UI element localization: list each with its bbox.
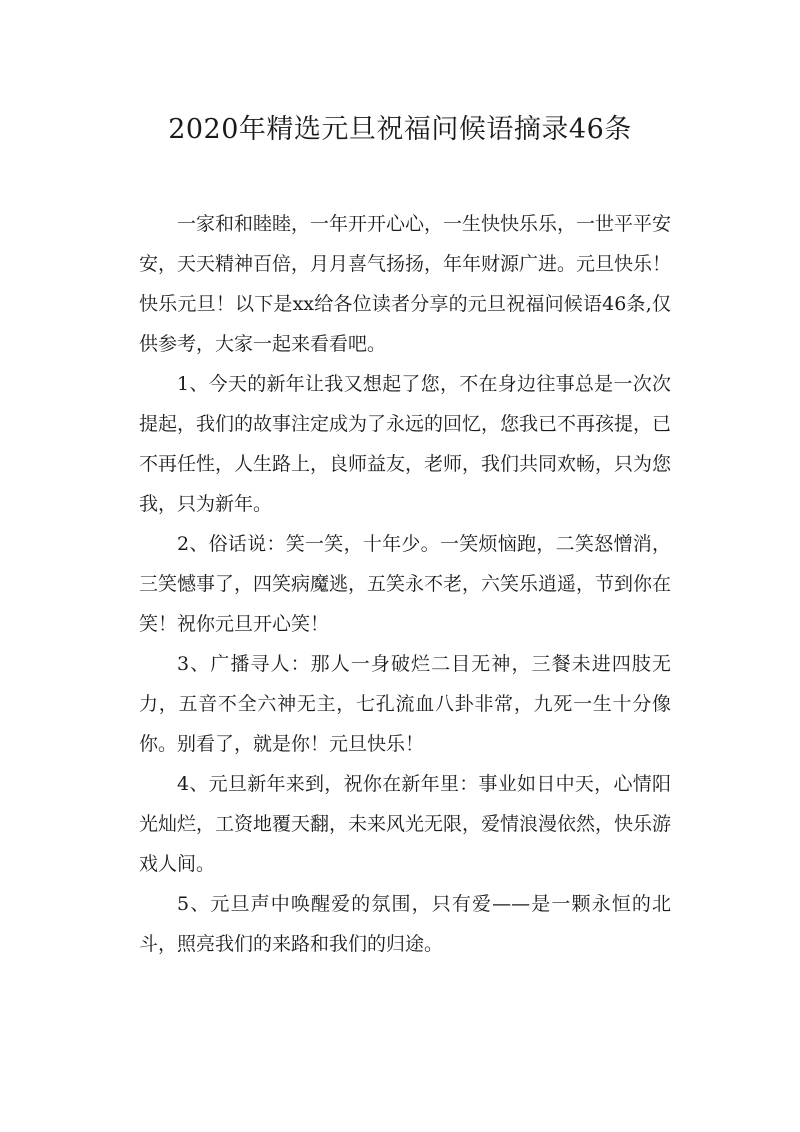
document-title: 2020年精选元旦祝福问候语摘录46条 [168, 114, 632, 145]
paragraph-1: 1、今天的新年让我又想起了您，不在身边往事总是一次次提起，我们的故事注定成为了永远的回忆，您我已不再孩提，已不再任性，人生路上，良师益友，老师，我们共同欢畅，只为您我，只为新年。 [139, 373, 672, 515]
paragraph-3: 3、广播寻人：那人一身破烂二目无神，三餐未进四肢无力，五音不全六神无主，七孔流血八卦非常，九死一生十分像你。别看了，就是你！元旦快乐！ [139, 653, 671, 755]
document-body [139, 204, 671, 964]
paragraph-4: 4、元旦新年来到，祝你在新年里：事业如日中天，心情阳光灿烂，工资地覆天翻，未来风光无限，爱情浪漫依然，快乐游戏人间。 [139, 773, 672, 875]
paragraph-5: 5、元旦声中唤醒爱的氛围，只有爱——是一颗永恒的北斗，照亮我们的来路和我们的归途。 [139, 893, 671, 955]
paragraph-intro: 一家和和睦睦，一年开开心心，一生快快乐乐，一世平平安安，天天精神百倍，月月喜气扬扬，年年财源广进。元旦快乐！快乐元旦！以下是xx给各位读者分享的元旦祝福问候语46条,仅供参考，大家一起来看看吧。 [139, 213, 672, 355]
paragraph-2: 2、俗话说：笑一笑，十年少。一笑烦恼跑，二笑怒憎消，三笑憾事了，四笑病魔逃，五笑永不老，六笑乐逍遥，节到你在笑！祝你元旦开心笑！ [139, 533, 672, 635]
